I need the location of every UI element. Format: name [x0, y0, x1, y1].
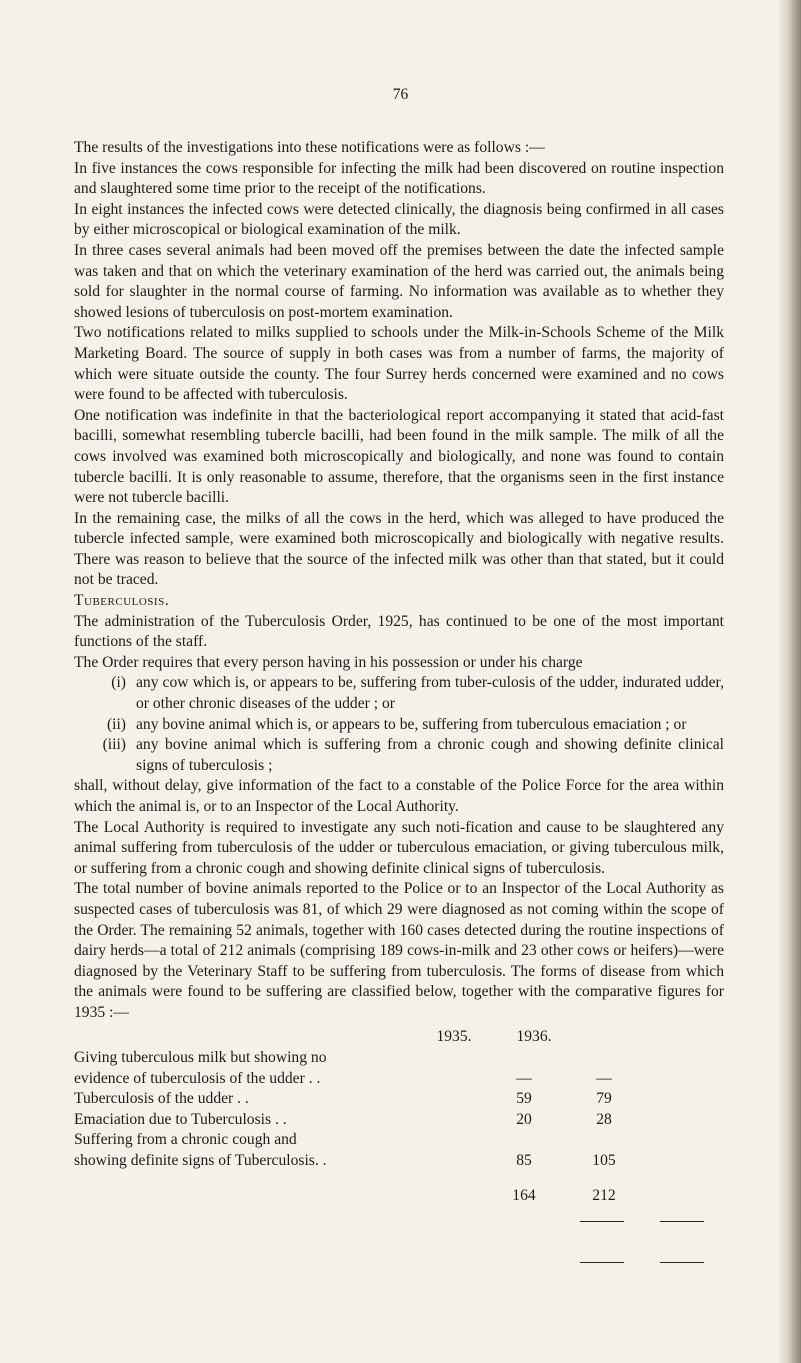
page-number: 76 [392, 86, 409, 103]
paragraph: The Order requires that every person having in his possession or under his charge [74, 653, 583, 671]
list-item [74, 673, 724, 714]
paragraph: Two notifications related to milks supplied to schools under the Milk-in-Schools Scheme of the Milk Marketing Board. The source of supply in both cases was from a number of farms, the majority of which were situate outside the county. The four Surrey herds concerned were examined and no cows were found to be affected with tuberculosis. [74, 324, 724, 404]
row-label: Tuberculosis of the udder . . [74, 1090, 249, 1108]
year-1935-header: 1935. [436, 1028, 472, 1045]
paragraph: In three cases several animals had been moved off the premises between the date the infected sample was taken and that on which the veterinary examination of the herd was carried out, the animals being sold for slaughter in the normal course of farming. No information was available as to whether they showed lesions of tuberculosis on post-mortem examination. [74, 241, 724, 321]
value-1935: 59 [516, 1090, 532, 1108]
row-label: Emaciation due to Tuberculosis . . [74, 1110, 287, 1128]
paragraph: In five instances the cows responsible for infecting the milk had been discovered on routine inspection and slaughtered some time prior to the receipt of the notifications. [74, 159, 724, 198]
total-rule-1935 [580, 1262, 624, 1263]
paragraph: One notification was indefinite in that the bacteriological report accompanying it stated that acid-fast bacilli, somewhat resembling tubercle bacilli, had been found in the milk sample. The milk of all the cows involved was examined both microscopically and biologically, and none was found to contain tubercle bacilli. It is only reasonable to assume, therefore, that the organisms seen in the first instance were not tubercle bacilli. [74, 406, 724, 507]
paragraph: The Local Authority is required to investigate any such noti-fication and cause to be slaughtered any animal suffering from tuberculosis of the udder or tuberculous emaciation, or giving tuberculous milk, or suffering from a chronic cough and showing definite clinical signs of tuberculosis. [74, 818, 724, 877]
list-item-text: any bovine animal which is suffering from a chronic cough and showing definite clinical signs of tuberculosis ; [136, 736, 724, 774]
total-1935: 164 [512, 1186, 536, 1204]
list-item-text: any bovine animal which is, or appears to be, suffering from tuberculous emaciation ; or [136, 715, 687, 733]
list-item-number: (i) [111, 674, 126, 692]
paragraph: The results of the investigations into these notifications were as follows :— [74, 139, 545, 156]
row-label: Suffering from a chronic cough and [74, 1131, 297, 1149]
value-1935: 85 [516, 1151, 532, 1169]
list-item-number: (iii) [102, 736, 126, 754]
value-1935: — [516, 1069, 532, 1087]
paragraph: The total number of bovine animals reported to the Police or to an Inspector of the Local Authority as suspected cases of tuberculosis was 81, of which 29 were diagnosed as not coming within the scope of the Order. The remaining 52 animals, together with 160 cases detected during the routine inspections of dairy herds—a total of 212 animals (comprising 189 cows-in-milk and 23 other cows or heifers)—were diagnosed by the Veterinary Staff to be suffering from tuberculosis. The forms of disease from which the animals were found to be suffering are classified below, together with the comparative figures for 1935 :— [74, 880, 724, 1021]
value-1936: 105 [592, 1151, 616, 1169]
list-item [74, 735, 724, 776]
table-total-row [74, 1186, 734, 1207]
paragraph: The administration of the Tuberculosis Order, 1925, has continued to be one of the most important functions of the staff. [74, 612, 724, 651]
table-row [74, 1048, 734, 1069]
row-label: evidence of tuberculosis of the udder . . [74, 1069, 321, 1087]
table-row [74, 1130, 734, 1151]
page-edge-shadow [777, 0, 801, 1363]
value-1936: — [596, 1069, 612, 1087]
row-label: Giving tuberculous milk but showing no [74, 1049, 327, 1066]
list-item [74, 715, 724, 736]
table-row [74, 1089, 734, 1110]
list-item-text: any cow which is, or appears to be, suffering from tuber-culosis of the udder, indurated udder, or other chronic diseases of the udder ; or [136, 674, 724, 713]
value-1936: 79 [596, 1090, 612, 1108]
table-row [74, 1110, 734, 1131]
paragraph: In the remaining case, the milks of all the cows in the herd, which was alleged to have produced the tubercle infected sample, were examined both microscopically and biologically with negative results. There was reason to believe that the source of the infected milk was other than that stated, but it could not be traced. [74, 509, 724, 589]
row-label: showing definite signs of Tuberculosis. . [74, 1151, 327, 1169]
section-heading: Tuberculosis. [74, 592, 170, 610]
classification-table [74, 1048, 734, 1206]
table-year-headers [414, 1028, 584, 1046]
list-item-number: (ii) [106, 715, 126, 733]
value-1936: 28 [596, 1110, 612, 1128]
paragraph: shall, without delay, give information of the fact to a constable of the Police Force for the area within which the animal is, or to an Inspector of the Local Authority. [74, 777, 724, 815]
paragraph: In eight instances the infected cows were detected clinically, the diagnosis being confirmed in all cases by either microscopical or biological examination of the milk. [74, 200, 724, 239]
sum-rule-1935 [580, 1221, 624, 1222]
value-1935: 20 [516, 1110, 532, 1128]
body-text [74, 138, 724, 1024]
total-1936: 212 [592, 1186, 616, 1204]
table-row [74, 1151, 734, 1172]
sum-rule-1936 [660, 1221, 704, 1222]
year-1936-header: 1936. [516, 1028, 552, 1045]
table-row [74, 1069, 734, 1090]
total-rule-1936 [660, 1262, 704, 1263]
